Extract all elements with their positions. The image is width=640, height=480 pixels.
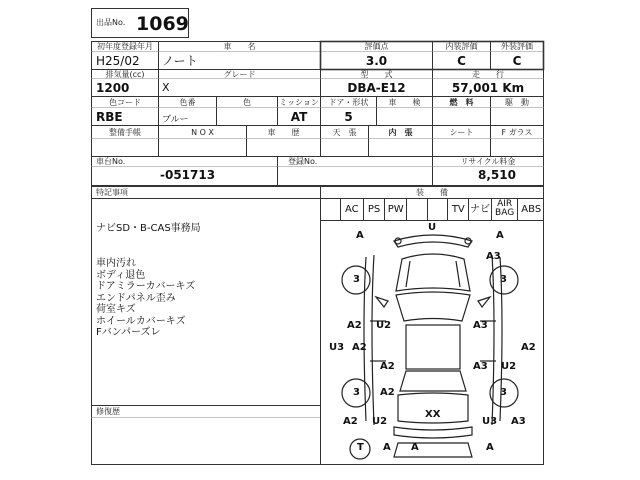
equip-ac: AC	[340, 199, 363, 220]
grade-label: グレード	[223, 70, 256, 79]
equip-blank2	[428, 199, 449, 220]
note-line: ホイールカバーキズ	[96, 315, 186, 327]
mark-a2: A2	[380, 387, 395, 398]
mark-a: A	[411, 442, 419, 453]
front-bumper	[394, 235, 472, 247]
note-line: ボディ退色	[96, 269, 146, 281]
note-line: ドアミラーカバーキズ	[96, 281, 196, 292]
manual-label: 整備手帳	[109, 128, 141, 137]
model-value: DBA-E12	[347, 81, 406, 95]
cc-value: 1200	[96, 81, 130, 95]
ext-value: C	[512, 54, 522, 68]
trans-value: AT	[290, 110, 308, 124]
mark-a2: A2	[521, 342, 536, 353]
fuel-label: 燃 料	[449, 98, 474, 107]
interior-label: 内 張	[388, 128, 413, 137]
color-value: ブルー	[162, 115, 189, 125]
mark-a: A	[356, 230, 364, 241]
mark-a2: A2	[380, 361, 395, 372]
mark-wheel: 3	[500, 387, 507, 398]
note-line: 車内汚れ	[96, 258, 136, 269]
equipment-row	[340, 199, 544, 220]
trans-label: ミッション	[279, 98, 319, 107]
mark-a: A	[383, 442, 391, 453]
doors-label: ドア・形状	[328, 98, 369, 107]
mark-a: A	[496, 230, 504, 241]
mark-a2: A2	[352, 342, 367, 353]
rear-bumper	[394, 427, 472, 438]
nox-label: N O X	[191, 128, 214, 137]
name-value: ノート	[162, 54, 198, 68]
windshield	[396, 292, 470, 321]
mark-wheel: 3	[353, 387, 360, 398]
note-line: 荷室キズ	[96, 304, 136, 315]
rear-glass	[400, 371, 466, 391]
roof-label: 天 張	[332, 128, 357, 137]
cc-label: 排気量(cc)	[105, 70, 145, 79]
hood	[396, 254, 470, 291]
mark-u3: U3	[482, 416, 498, 427]
model-label: 型 式	[360, 70, 393, 79]
color2-label: 色	[243, 98, 251, 107]
mark-u3: U3	[329, 342, 345, 353]
lot-number: 1069	[136, 13, 189, 35]
mark-u2: U2	[372, 416, 388, 427]
mark-t: T	[357, 442, 364, 453]
equip-navi: ナビ	[469, 199, 492, 220]
mileage-label: 走 行	[472, 70, 504, 79]
glass-label: F ガラス	[501, 128, 533, 137]
score-value: 3.0	[365, 54, 388, 68]
reg-label: 初年度登録年月	[97, 42, 153, 51]
mileage-value: 57,001 Km	[451, 81, 525, 95]
mark-xx: XX	[425, 409, 441, 420]
mark-a2: A2	[347, 320, 362, 331]
lot-label: 出品No.	[96, 18, 126, 27]
reg-value: H25/02	[96, 54, 140, 68]
mark-u2: U2	[376, 320, 392, 331]
equip-airbag: AIR BAG	[492, 199, 519, 220]
ext-label: 外装評価	[501, 42, 533, 51]
mark-u: U	[428, 222, 437, 233]
equip-pw: PW	[384, 199, 407, 220]
note-line: Fバンパーズレ	[96, 327, 161, 338]
color-no-label: 色番	[179, 98, 196, 107]
roof	[406, 325, 460, 369]
mark-a2: A2	[343, 416, 358, 427]
equipment-header: 装 備	[416, 188, 448, 197]
chassis-label: 車台No.	[96, 157, 126, 166]
note-line: ナビSD・B-CAS事務局	[96, 223, 201, 234]
int-label: 内装評価	[445, 42, 478, 51]
recycle-value: 8,510	[478, 168, 516, 182]
equip-abs: ABS	[521, 204, 542, 215]
recycle-label: リサイクル料金	[460, 157, 516, 166]
doors-value: 5	[344, 110, 353, 124]
left-side	[364, 257, 366, 421]
mark-u2: U2	[501, 361, 517, 372]
color-code-value: RBE	[96, 110, 123, 124]
mark-wheel: 3	[500, 274, 507, 285]
chassis-value: -051713	[160, 168, 216, 182]
score-label: 評価点	[364, 42, 389, 51]
seat-label: シート	[449, 128, 474, 137]
color-code-label: 色コード	[109, 98, 141, 107]
vehicle-label: 車 検	[388, 98, 421, 107]
note-line: エンドパネル歪み	[96, 292, 176, 304]
name-label: 車 名	[223, 42, 256, 51]
mark-a3: A3	[473, 320, 488, 331]
equip-ps: PS	[363, 199, 385, 220]
repair-header: 修復歴	[96, 407, 120, 416]
mark-a3: A3	[473, 361, 488, 372]
damage-notes	[96, 258, 195, 339]
equip-blank1	[407, 199, 428, 220]
notes-header: 特記事項	[96, 188, 128, 197]
equip-tv: TV	[448, 199, 469, 220]
history-label: 車 歴	[267, 128, 300, 137]
special-notes	[96, 223, 201, 235]
drive-label: 駆 動	[505, 98, 529, 107]
int-value: C	[457, 54, 466, 68]
mark-wheel: 3	[353, 274, 360, 285]
grade-value: X	[162, 81, 170, 94]
mark-a: A	[486, 442, 494, 453]
mark-a3: A3	[511, 416, 526, 427]
plate-label: 登録No.	[288, 157, 318, 166]
mark-a3: A3	[486, 251, 501, 262]
